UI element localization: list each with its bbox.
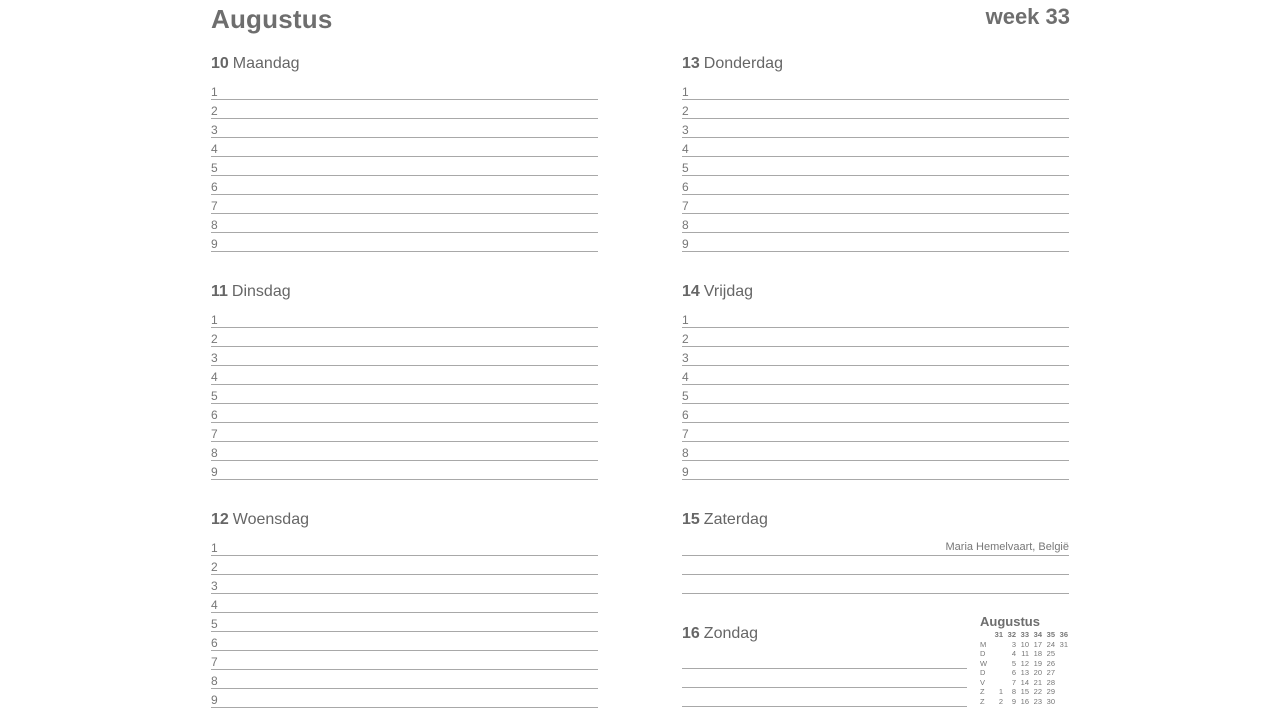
hour-line[interactable]	[682, 233, 1069, 252]
hour-label: 1	[682, 313, 689, 327]
day-monday	[211, 53, 598, 252]
date-cell: 6	[1011, 668, 1016, 677]
hour-label: 1	[682, 85, 689, 99]
hour-label: 1	[211, 313, 218, 327]
date-cell	[1055, 659, 1068, 669]
hour-label: 6	[682, 180, 689, 194]
hour-label: 2	[682, 104, 689, 118]
hour-line[interactable]	[211, 670, 598, 689]
hour-line[interactable]	[682, 119, 1069, 138]
day-heading	[211, 509, 598, 531]
weekday-row	[980, 697, 1068, 707]
date-cell: 23	[1033, 696, 1042, 706]
date-cell	[990, 659, 1003, 669]
date-cell: 20	[1033, 668, 1042, 677]
note-line[interactable]	[682, 575, 1069, 594]
day-thursday	[682, 53, 1069, 252]
hour-line[interactable]	[211, 689, 598, 708]
hour-label: 7	[211, 199, 218, 213]
hour-label: 5	[211, 617, 218, 631]
day-number: 16	[682, 625, 700, 642]
day-number: 13	[682, 55, 700, 72]
mini-calendar-title: Augustus	[980, 614, 1040, 629]
day-number: 10	[211, 55, 229, 72]
date-cell: 1	[998, 687, 1003, 696]
hour-label: 1	[211, 541, 218, 555]
day-heading	[211, 53, 598, 75]
day-number: 15	[682, 511, 700, 528]
weekday-label: Z	[980, 687, 985, 696]
hour-label: 2	[211, 332, 218, 346]
hour-line[interactable]	[211, 613, 598, 632]
hour-label: 7	[682, 199, 689, 213]
date-cell: 16	[1020, 696, 1029, 706]
day-friday	[682, 281, 1069, 480]
hour-line[interactable]	[682, 328, 1069, 347]
hour-line[interactable]	[211, 195, 598, 214]
month-title: Augustus	[211, 4, 333, 34]
date-cell: 13	[1020, 668, 1029, 677]
day-number: 12	[211, 511, 229, 528]
date-cell: 10	[1020, 639, 1029, 649]
hour-label: 8	[682, 446, 689, 460]
date-cell: 14	[1020, 677, 1029, 687]
hour-label: 9	[211, 465, 218, 479]
day-heading	[682, 281, 1069, 303]
week-number-cell: 33	[1020, 630, 1029, 639]
hour-line[interactable]	[211, 347, 598, 366]
hour-line[interactable]	[211, 442, 598, 461]
hour-label: 8	[211, 218, 218, 232]
hour-line[interactable]	[211, 366, 598, 385]
hour-line[interactable]	[682, 157, 1069, 176]
date-cell: 7	[1011, 677, 1016, 687]
hour-label: 5	[211, 389, 218, 403]
date-cell	[1055, 678, 1068, 688]
hour-line[interactable]	[211, 423, 598, 442]
day-number: 14	[682, 283, 700, 300]
hour-line[interactable]	[682, 81, 1069, 100]
day-name: Woensdag	[232, 511, 309, 528]
date-cell: 11	[1021, 649, 1029, 658]
hour-label: 7	[211, 427, 218, 441]
day-name: Zondag	[703, 625, 759, 642]
note-lines[interactable]	[682, 537, 1069, 594]
hour-line[interactable]	[211, 632, 598, 651]
hour-line[interactable]	[211, 176, 598, 195]
hour-label: 3	[211, 351, 218, 365]
hour-line[interactable]	[682, 176, 1069, 195]
week-numbers-row	[980, 630, 1068, 640]
hour-label: 9	[211, 693, 218, 707]
note-line[interactable]	[682, 650, 967, 669]
day-name: Zaterdag	[703, 511, 768, 528]
note-line[interactable]	[682, 556, 1069, 575]
week-number-cell: 32	[1007, 630, 1016, 639]
hour-label: 8	[211, 674, 218, 688]
hour-line[interactable]	[211, 461, 598, 480]
weekday-label: M	[980, 639, 987, 649]
hour-label: 2	[211, 560, 218, 574]
hour-label: 6	[211, 408, 218, 422]
hour-line[interactable]	[211, 138, 598, 157]
date-cell: 27	[1046, 668, 1055, 677]
hour-line[interactable]	[682, 366, 1069, 385]
hour-line[interactable]	[211, 537, 598, 556]
date-cell	[990, 678, 1003, 688]
date-cell	[1055, 668, 1068, 678]
date-cell: 21	[1033, 677, 1042, 687]
date-cell: 8	[1011, 687, 1016, 696]
week-number-cell: 36	[1059, 630, 1068, 639]
mini-calendar-grid	[980, 630, 1068, 706]
weekday-row	[980, 687, 1068, 697]
day-sunday	[682, 623, 967, 707]
weekday-label: D	[980, 668, 986, 677]
date-cell: 26	[1046, 658, 1055, 668]
date-cell: 25	[1046, 649, 1055, 658]
hour-line[interactable]	[682, 404, 1069, 423]
date-cell: 17	[1033, 639, 1042, 649]
hour-label: 4	[682, 142, 689, 156]
hour-line[interactable]	[682, 138, 1069, 157]
mini-calendar	[980, 614, 1080, 706]
hour-label: 8	[682, 218, 689, 232]
hour-line[interactable]	[682, 385, 1069, 404]
date-cell: 24	[1046, 639, 1055, 649]
date-cell	[1055, 697, 1068, 707]
weekday-label: W	[980, 658, 988, 668]
weekday-row	[980, 659, 1068, 669]
day-tuesday	[211, 281, 598, 480]
day-number: 11	[211, 283, 228, 300]
hour-label: 8	[211, 446, 218, 460]
hour-label: 5	[211, 161, 218, 175]
hour-line[interactable]	[211, 556, 598, 575]
day-name: Maandag	[232, 55, 300, 72]
date-cell: 4	[1011, 649, 1016, 658]
hour-label: 4	[211, 598, 218, 612]
day-heading	[682, 53, 1069, 75]
hour-label: 1	[211, 85, 218, 99]
day-name: Dinsdag	[231, 283, 291, 300]
day-heading	[211, 281, 598, 303]
hour-label: 3	[211, 579, 218, 593]
date-cell	[1055, 649, 1068, 659]
hour-line[interactable]	[211, 328, 598, 347]
note-line[interactable]	[682, 688, 967, 707]
corner-cell	[980, 630, 990, 640]
hour-lines[interactable]	[211, 81, 598, 252]
day-saturday	[682, 509, 1069, 594]
weekday-label: D	[980, 649, 986, 658]
date-cell: 19	[1033, 658, 1042, 668]
date-cell: 18	[1033, 649, 1042, 658]
date-cell: 31	[1059, 639, 1068, 649]
date-cell	[990, 668, 1003, 678]
hour-line[interactable]	[682, 214, 1069, 233]
hour-label: 2	[211, 104, 218, 118]
hour-label: 9	[682, 465, 689, 479]
hour-line[interactable]	[682, 309, 1069, 328]
date-cell	[1055, 687, 1068, 697]
hour-line[interactable]	[211, 309, 598, 328]
hour-label: 6	[682, 408, 689, 422]
date-cell: 15	[1020, 687, 1029, 696]
day-name: Vrijdag	[703, 283, 754, 300]
weekday-row	[980, 668, 1068, 678]
date-cell: 28	[1046, 677, 1055, 687]
date-cell: 3	[1011, 639, 1016, 649]
date-cell: 12	[1020, 658, 1029, 668]
hour-line[interactable]	[211, 651, 598, 670]
hour-lines[interactable]	[682, 309, 1069, 480]
date-cell: 5	[1011, 658, 1016, 668]
day-wednesday	[211, 509, 598, 708]
day-name: Donderdag	[703, 55, 783, 72]
date-cell: 2	[998, 696, 1003, 706]
hour-label: 3	[211, 123, 218, 137]
date-cell	[990, 649, 1003, 659]
hour-line[interactable]	[682, 461, 1069, 480]
note-line[interactable]	[682, 669, 967, 688]
week-number-cell: 35	[1046, 630, 1055, 639]
hour-label: 3	[682, 351, 689, 365]
weekday-label: Z	[980, 696, 985, 706]
day-heading	[682, 509, 1069, 531]
hour-label: 4	[682, 370, 689, 384]
note-lines[interactable]	[682, 650, 967, 707]
holiday-note: Maria Hemelvaart, België	[945, 541, 1069, 553]
weekday-row	[980, 678, 1068, 688]
hour-label: 5	[682, 161, 689, 175]
hour-label: 3	[682, 123, 689, 137]
hour-lines[interactable]	[211, 309, 598, 480]
day-heading	[682, 623, 967, 645]
weekday-row	[980, 649, 1068, 659]
hour-label: 7	[682, 427, 689, 441]
date-cell: 29	[1046, 687, 1055, 696]
hour-label: 6	[211, 180, 218, 194]
hour-label: 9	[211, 237, 218, 251]
hour-line[interactable]	[682, 442, 1069, 461]
hour-line[interactable]	[211, 385, 598, 404]
hour-line[interactable]	[211, 100, 598, 119]
hour-line[interactable]	[211, 404, 598, 423]
date-cell: 9	[1011, 696, 1016, 706]
week-number-cell: 34	[1033, 630, 1042, 639]
date-cell: 22	[1033, 687, 1042, 696]
hour-lines[interactable]	[211, 537, 598, 708]
hour-line[interactable]	[211, 214, 598, 233]
hour-label: 2	[682, 332, 689, 346]
hour-line[interactable]	[211, 233, 598, 252]
hour-lines[interactable]	[682, 81, 1069, 252]
hour-line[interactable]	[682, 423, 1069, 442]
note-line[interactable]	[682, 537, 1069, 556]
week-number: week 33	[985, 4, 1070, 29]
date-cell	[990, 640, 1003, 650]
hour-line[interactable]	[211, 594, 598, 613]
weekday-row	[980, 640, 1068, 650]
hour-label: 4	[211, 142, 218, 156]
hour-label: 5	[682, 389, 689, 403]
hour-label: 9	[682, 237, 689, 251]
hour-label: 7	[211, 655, 218, 669]
hour-line[interactable]	[682, 100, 1069, 119]
hour-line[interactable]	[211, 81, 598, 100]
hour-line[interactable]	[682, 195, 1069, 214]
hour-label: 6	[211, 636, 218, 650]
weekday-label: V	[980, 677, 986, 687]
hour-line[interactable]	[211, 575, 598, 594]
hour-line[interactable]	[682, 347, 1069, 366]
hour-line[interactable]	[211, 119, 598, 138]
date-cell: 30	[1046, 696, 1055, 706]
week-number-cell: 31	[994, 630, 1003, 639]
hour-label: 4	[211, 370, 218, 384]
hour-line[interactable]	[211, 157, 598, 176]
